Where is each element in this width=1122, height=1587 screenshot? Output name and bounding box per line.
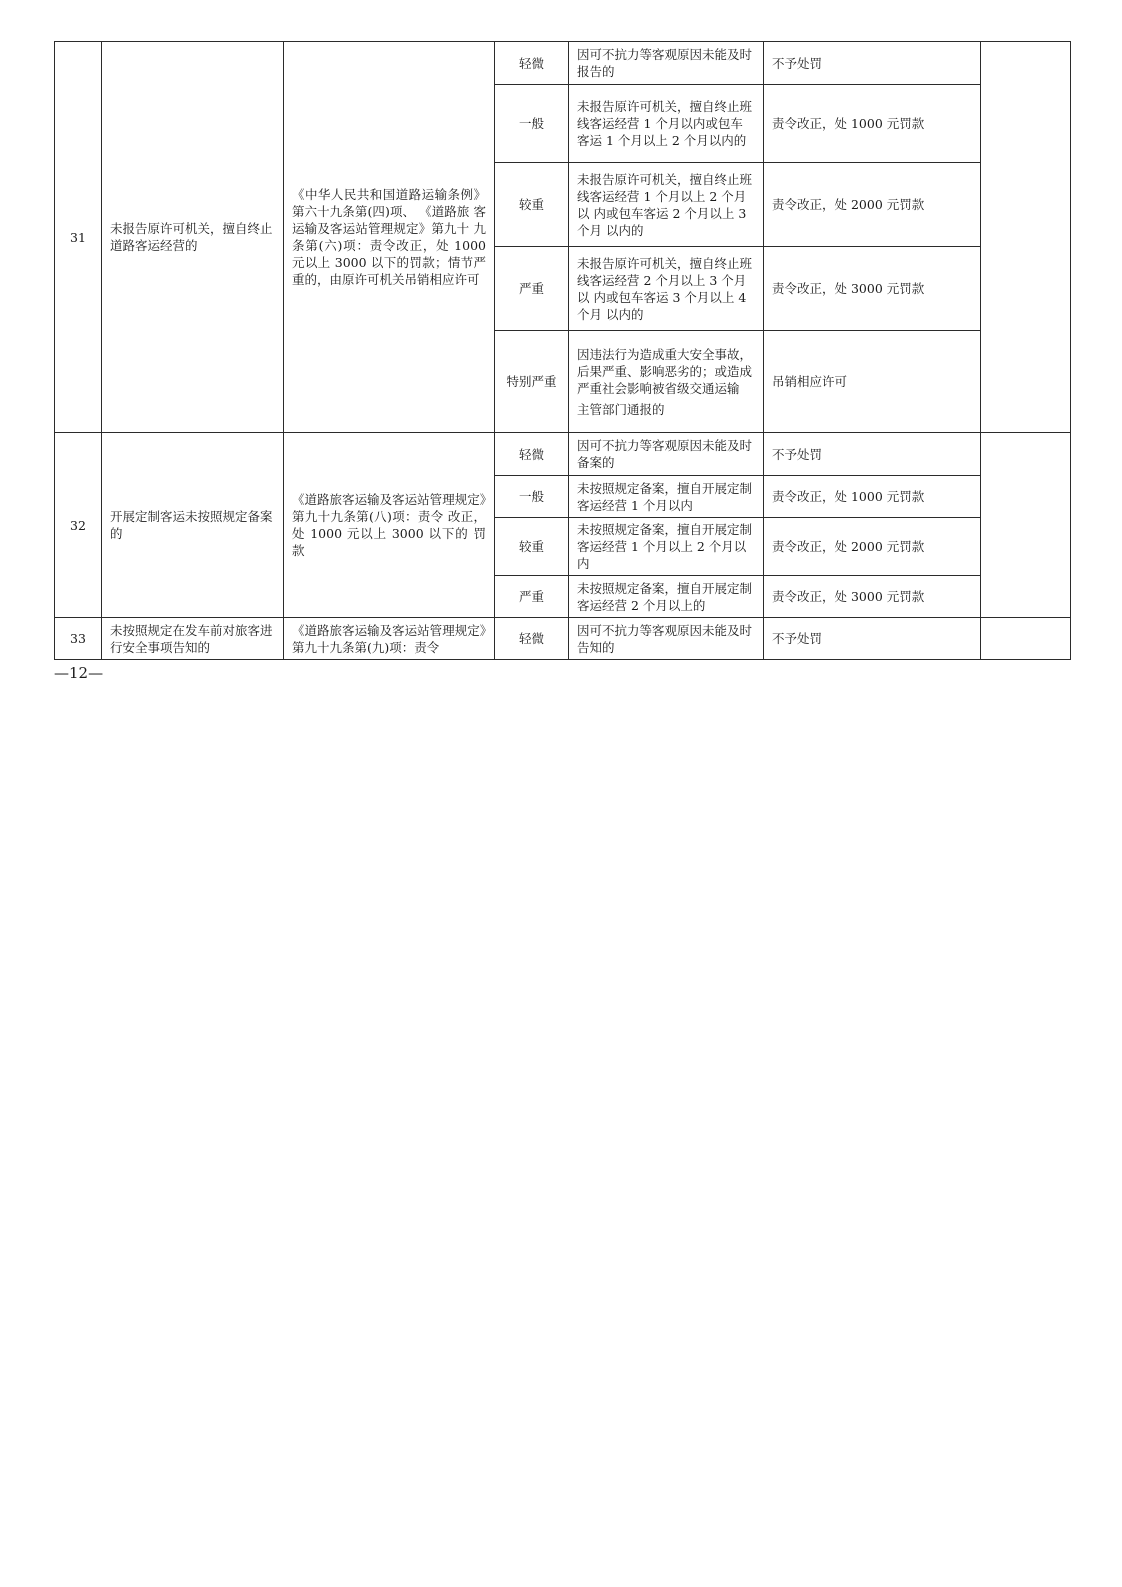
item-number-cell: 31 [55, 42, 102, 433]
penalty-cell: 不予处罚 [764, 618, 981, 660]
remarks-cell [981, 42, 1071, 433]
item-number-cell: 33 [55, 618, 102, 660]
penalty-cell: 责令改正，处 1000 元罚款 [764, 476, 981, 518]
circumstance-cell: 因可不抗力等客观原因未能及时告知的 [569, 618, 764, 660]
legal-basis-cell: 《道路旅客运输及客运站管理规定》第九十九条第(八)项：责令 改正，处 1000 元以上 3000 以下的 罚款 [284, 433, 495, 618]
remarks-cell [981, 618, 1071, 660]
circumstance-text: 因违法行为造成重大安全事故， 后果严重、影响恶劣的；或造成 严重社会影响被省级交通运输 [577, 346, 753, 396]
severity-level-cell: 严重 [495, 576, 569, 618]
severity-level-cell: 轻微 [495, 42, 569, 85]
penalty-cell: 责令改正，处 1000 元罚款 [764, 85, 981, 163]
item-number-cell: 32 [55, 433, 102, 618]
remarks-cell [981, 433, 1071, 618]
circumstance-cell: 未按照规定备案，擅自开展定制客运经营 1 个月以上 2 个月以内 [569, 518, 764, 576]
legal-basis-cell: 《中华人民共和国道路运输条例》 第六十九条第(四)项、 《道路旅 客运输及客运站管理规定》第九十 九条第(六)项：责令改正，处 1000 元以上 3000 以下的罚款；情节严 重的，由原许可机关吊销相应许可 [284, 42, 495, 433]
penalty-cell: 责令改正，处 2000 元罚款 [764, 518, 981, 576]
penalty-cell: 吊销相应许可 [764, 331, 981, 433]
severity-level-cell: 严重 [495, 247, 569, 331]
table-row [55, 433, 1071, 476]
circumstance-cell: 未按照规定备案，擅自开展定制客运经营 1 个月以内 [569, 476, 764, 518]
circumstance-cell [569, 331, 764, 433]
severity-level-cell: 特别严重 [495, 331, 569, 433]
severity-level-cell: 较重 [495, 163, 569, 247]
violation-cell: 未报告原许可机关，擅自终止道路客运经营的 [102, 42, 284, 433]
page-number: —12— [54, 664, 104, 682]
violation-cell: 开展定制客运未按照规定备案的 [102, 433, 284, 618]
severity-level-cell: 一般 [495, 85, 569, 163]
document-page [54, 41, 1070, 660]
circumstance-cell: 因可不抗力等客观原因未能及时报告的 [569, 42, 764, 85]
penalty-standards-table [54, 41, 1071, 660]
severity-level-cell: 轻微 [495, 433, 569, 476]
circumstance-cell: 因可不抗力等客观原因未能及时备案的 [569, 433, 764, 476]
circumstance-cell: 未报告原许可机关，擅自终止班线客运经营 2 个月以上 3 个月以 内或包车客运 3 个月以上 4 个月 以内的 [569, 247, 764, 331]
circumstance-cell: 未报告原许可机关，擅自终止班线客运经营 1 个月以上 2 个月以 内或包车客运 2 个月以上 3 个月 以内的 [569, 163, 764, 247]
severity-level-cell: 一般 [495, 476, 569, 518]
penalty-cell: 不予处罚 [764, 433, 981, 476]
legal-basis-cell: 《道路旅客运输及客运站管理规定》第九十九条第(九)项：责令 [284, 618, 495, 660]
circumstance-cell: 未报告原许可机关，擅自终止班线客运经营 1 个月以内或包车客运 1 个月以上 2 个月以内的 [569, 85, 764, 163]
table-row [55, 42, 1071, 85]
severity-level-cell: 轻微 [495, 618, 569, 660]
severity-level-cell: 较重 [495, 518, 569, 576]
penalty-cell: 责令改正，处 3000 元罚款 [764, 576, 981, 618]
penalty-cell: 责令改正，处 2000 元罚款 [764, 163, 981, 247]
penalty-cell: 不予处罚 [764, 42, 981, 85]
table-row [55, 618, 1071, 660]
penalty-cell: 责令改正，处 3000 元罚款 [764, 247, 981, 331]
circumstance-cell: 未按照规定备案，擅自开展定制客运经营 2 个月以上的 [569, 576, 764, 618]
violation-cell: 未按照规定在发车前对旅客进行安全事项告知的 [102, 618, 284, 660]
circumstance-text-continued: 主管部门通报的 [577, 401, 665, 417]
